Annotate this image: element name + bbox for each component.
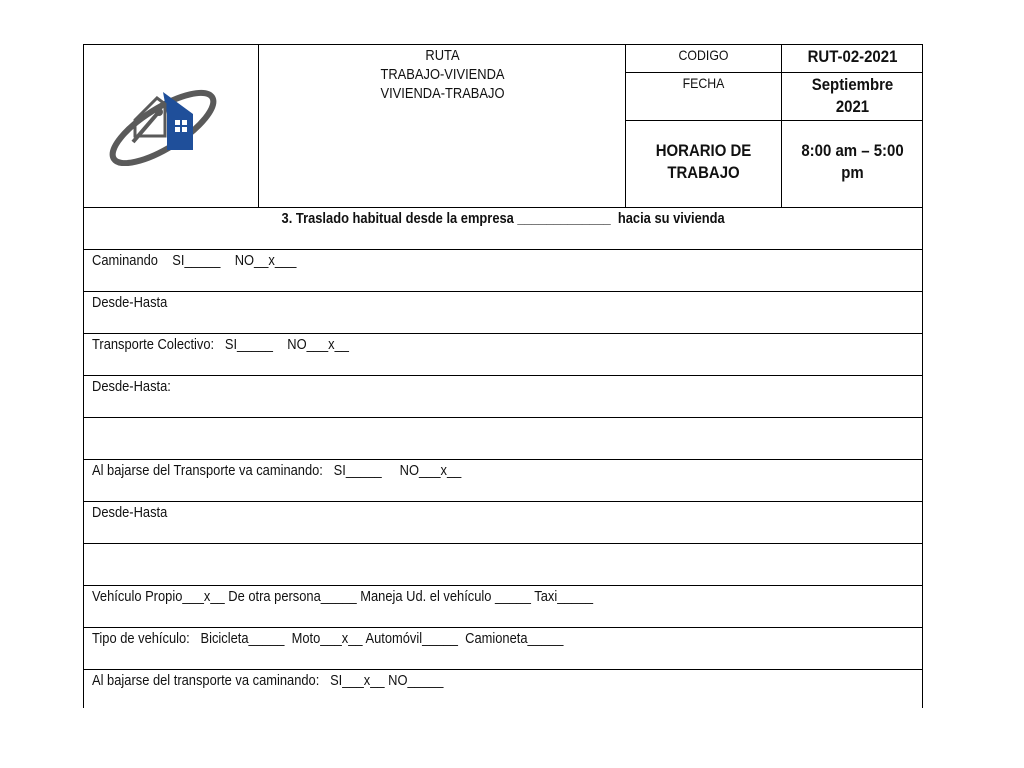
header-top-border bbox=[83, 44, 923, 45]
codigo-value: RUT-02-2021 bbox=[807, 47, 898, 66]
row-desde-hasta-1-text: Desde-Hasta bbox=[92, 294, 168, 311]
row-transporte-colectivo-text: Transporte Colectivo: SI_____ NO___x__ bbox=[92, 336, 349, 353]
form-header bbox=[83, 44, 923, 208]
horario-value bbox=[790, 140, 914, 184]
header-divider-logo bbox=[258, 44, 259, 208]
row-al-bajarse-2-text: Al bajarse del transporte va caminando: SI___x__ NO_____ bbox=[92, 672, 444, 689]
header-divider-labels bbox=[781, 44, 782, 208]
row-desde-hasta-1 bbox=[83, 291, 923, 333]
row-empty-2 bbox=[83, 543, 923, 585]
horario-label-line-1: HORARIO DE bbox=[655, 141, 752, 160]
title-line-3: VIVIENDA-TRABAJO bbox=[380, 85, 505, 102]
row-al-bajarse-1-text: Al bajarse del Transporte va caminando: SI_____ NO___x__ bbox=[92, 462, 462, 479]
row-empty-1 bbox=[83, 417, 923, 459]
title-line-1: RUTA bbox=[425, 47, 460, 64]
row-desde-hasta-2-text: Desde-Hasta: bbox=[92, 378, 171, 395]
fecha-value-line-2: 2021 bbox=[835, 97, 870, 116]
fecha-label: FECHA bbox=[682, 75, 725, 91]
row-desde-hasta-2 bbox=[83, 375, 923, 417]
section-heading: 3. Traslado habitual desde la empresa _____________ hacia su vivienda bbox=[281, 210, 725, 227]
row-caminando bbox=[83, 249, 923, 291]
horario-label bbox=[635, 140, 771, 184]
horario-value-line-1: 8:00 am – 5:00 bbox=[801, 141, 904, 160]
header-row-divider-2 bbox=[625, 120, 923, 121]
horario-value-line-2: pm bbox=[841, 163, 864, 182]
fecha-value bbox=[790, 74, 914, 118]
row-tipo-vehiculo-text: Tipo de vehículo: Bicicleta_____ Moto___x__ Automóvil_____ Camioneta_____ bbox=[92, 630, 564, 647]
row-caminando-text: Caminando SI_____ NO__x___ bbox=[92, 252, 297, 269]
form-title bbox=[285, 46, 601, 103]
row-tipo-vehiculo bbox=[83, 627, 923, 669]
header-row-divider-1 bbox=[625, 72, 923, 73]
section-heading-row bbox=[83, 207, 923, 249]
fecha-value-line-1: Septiembre bbox=[811, 75, 894, 94]
row-vehiculo-propio bbox=[83, 585, 923, 627]
company-logo bbox=[105, 84, 225, 166]
row-desde-hasta-3 bbox=[83, 501, 923, 543]
row-transporte-colectivo bbox=[83, 333, 923, 375]
horario-label-line-2: TRABAJO bbox=[667, 163, 740, 182]
row-vehiculo-propio-text: Vehículo Propio___x__ De otra persona_____ Maneja Ud. el vehículo _____ Taxi_____ bbox=[92, 588, 594, 605]
header-divider-title bbox=[625, 44, 626, 208]
row-desde-hasta-3-text: Desde-Hasta bbox=[92, 504, 168, 521]
route-form bbox=[83, 44, 923, 708]
codigo-label: CODIGO bbox=[678, 47, 729, 63]
title-line-2: TRABAJO-VIVIENDA bbox=[380, 66, 505, 83]
row-al-bajarse-1 bbox=[83, 459, 923, 501]
row-al-bajarse-2 bbox=[83, 669, 923, 708]
